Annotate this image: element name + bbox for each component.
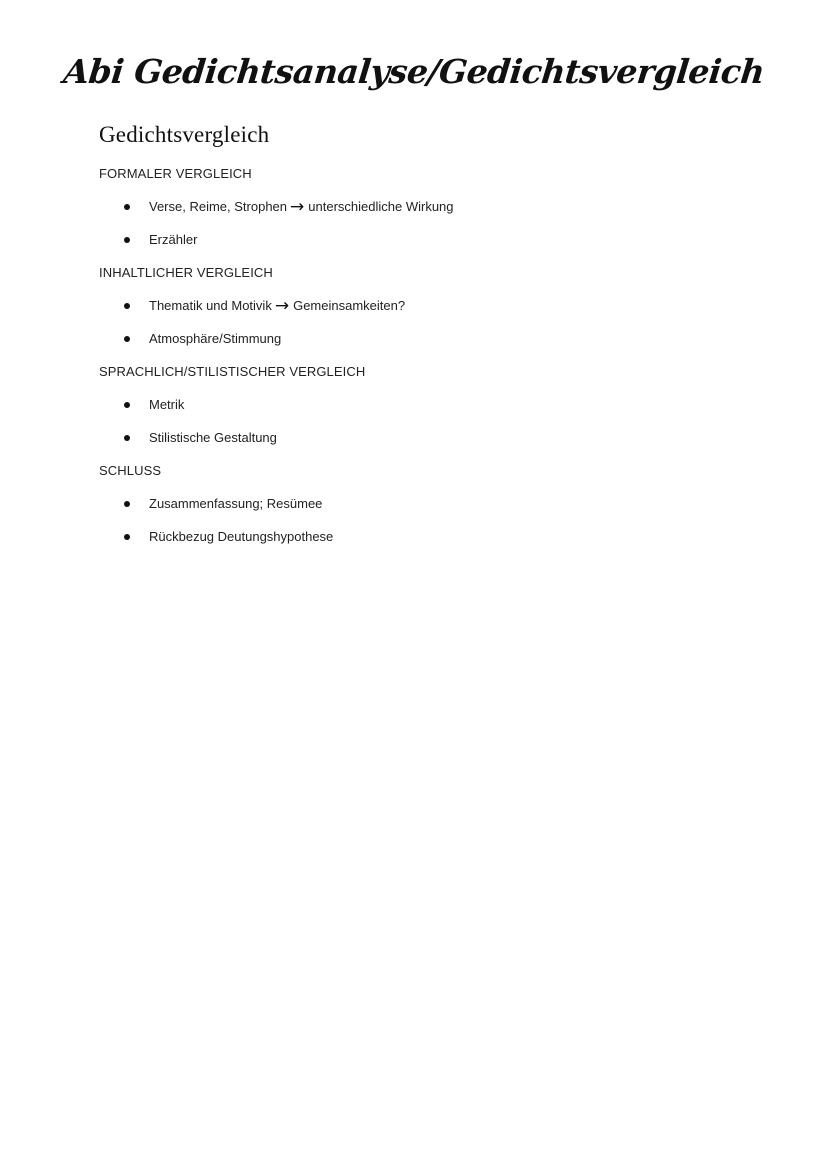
item-text: Thematik und Motivik <box>149 298 272 313</box>
bullet-list <box>99 496 749 545</box>
list-item <box>99 430 749 446</box>
bullet-list <box>99 199 749 248</box>
bullet-icon <box>124 336 130 342</box>
list-item <box>99 298 749 314</box>
bullet-icon <box>124 204 130 210</box>
arrow-right-icon: → <box>290 197 305 217</box>
section-formal <box>99 166 749 248</box>
bullet-icon <box>124 303 130 309</box>
group-label: FORMALER VERGLEICH <box>99 166 252 181</box>
item-text: Metrik <box>149 397 185 412</box>
content-body <box>99 166 749 562</box>
group-label: SCHLUSS <box>99 463 162 478</box>
bullet-icon <box>124 534 130 540</box>
arrow-right-icon: → <box>274 296 290 316</box>
item-text-after: unterschiedliche Wirkung <box>308 199 454 214</box>
bullet-list <box>99 298 749 347</box>
section-stylistic <box>99 364 749 446</box>
list-item <box>99 232 749 248</box>
bullet-icon <box>124 237 130 243</box>
bullet-icon <box>124 402 130 408</box>
section-conclusion <box>99 463 749 545</box>
list-item <box>99 397 749 413</box>
bullet-icon <box>124 501 130 507</box>
item-text: Atmosphäre/Stimmung <box>149 331 282 346</box>
group-label: SPRACHLICH/STILISTISCHER VERGLEICH <box>99 364 366 379</box>
list-item <box>99 529 749 545</box>
item-text: Verse, Reime, Strophen <box>149 199 288 214</box>
item-text: Stilistische Gestaltung <box>149 430 277 445</box>
bullet-list <box>99 397 749 446</box>
item-text-after: Gemeinsamkeiten? <box>293 298 406 313</box>
section-content <box>99 265 749 347</box>
list-item <box>99 199 749 215</box>
document-title: Abi Gedichtsanalyse/Gedichtsvergleich <box>61 52 767 91</box>
group-label: INHALTLICHER VERGLEICH <box>99 265 273 280</box>
list-item <box>99 331 749 347</box>
item-text: Rückbezug Deutungshypothese <box>149 529 334 544</box>
item-text: Zusammenfassung; Resümee <box>149 496 323 511</box>
bullet-icon <box>124 435 130 441</box>
item-text: Erzähler <box>149 232 198 247</box>
section-heading: Gedichtsvergleich <box>99 122 270 147</box>
list-item <box>99 496 749 512</box>
